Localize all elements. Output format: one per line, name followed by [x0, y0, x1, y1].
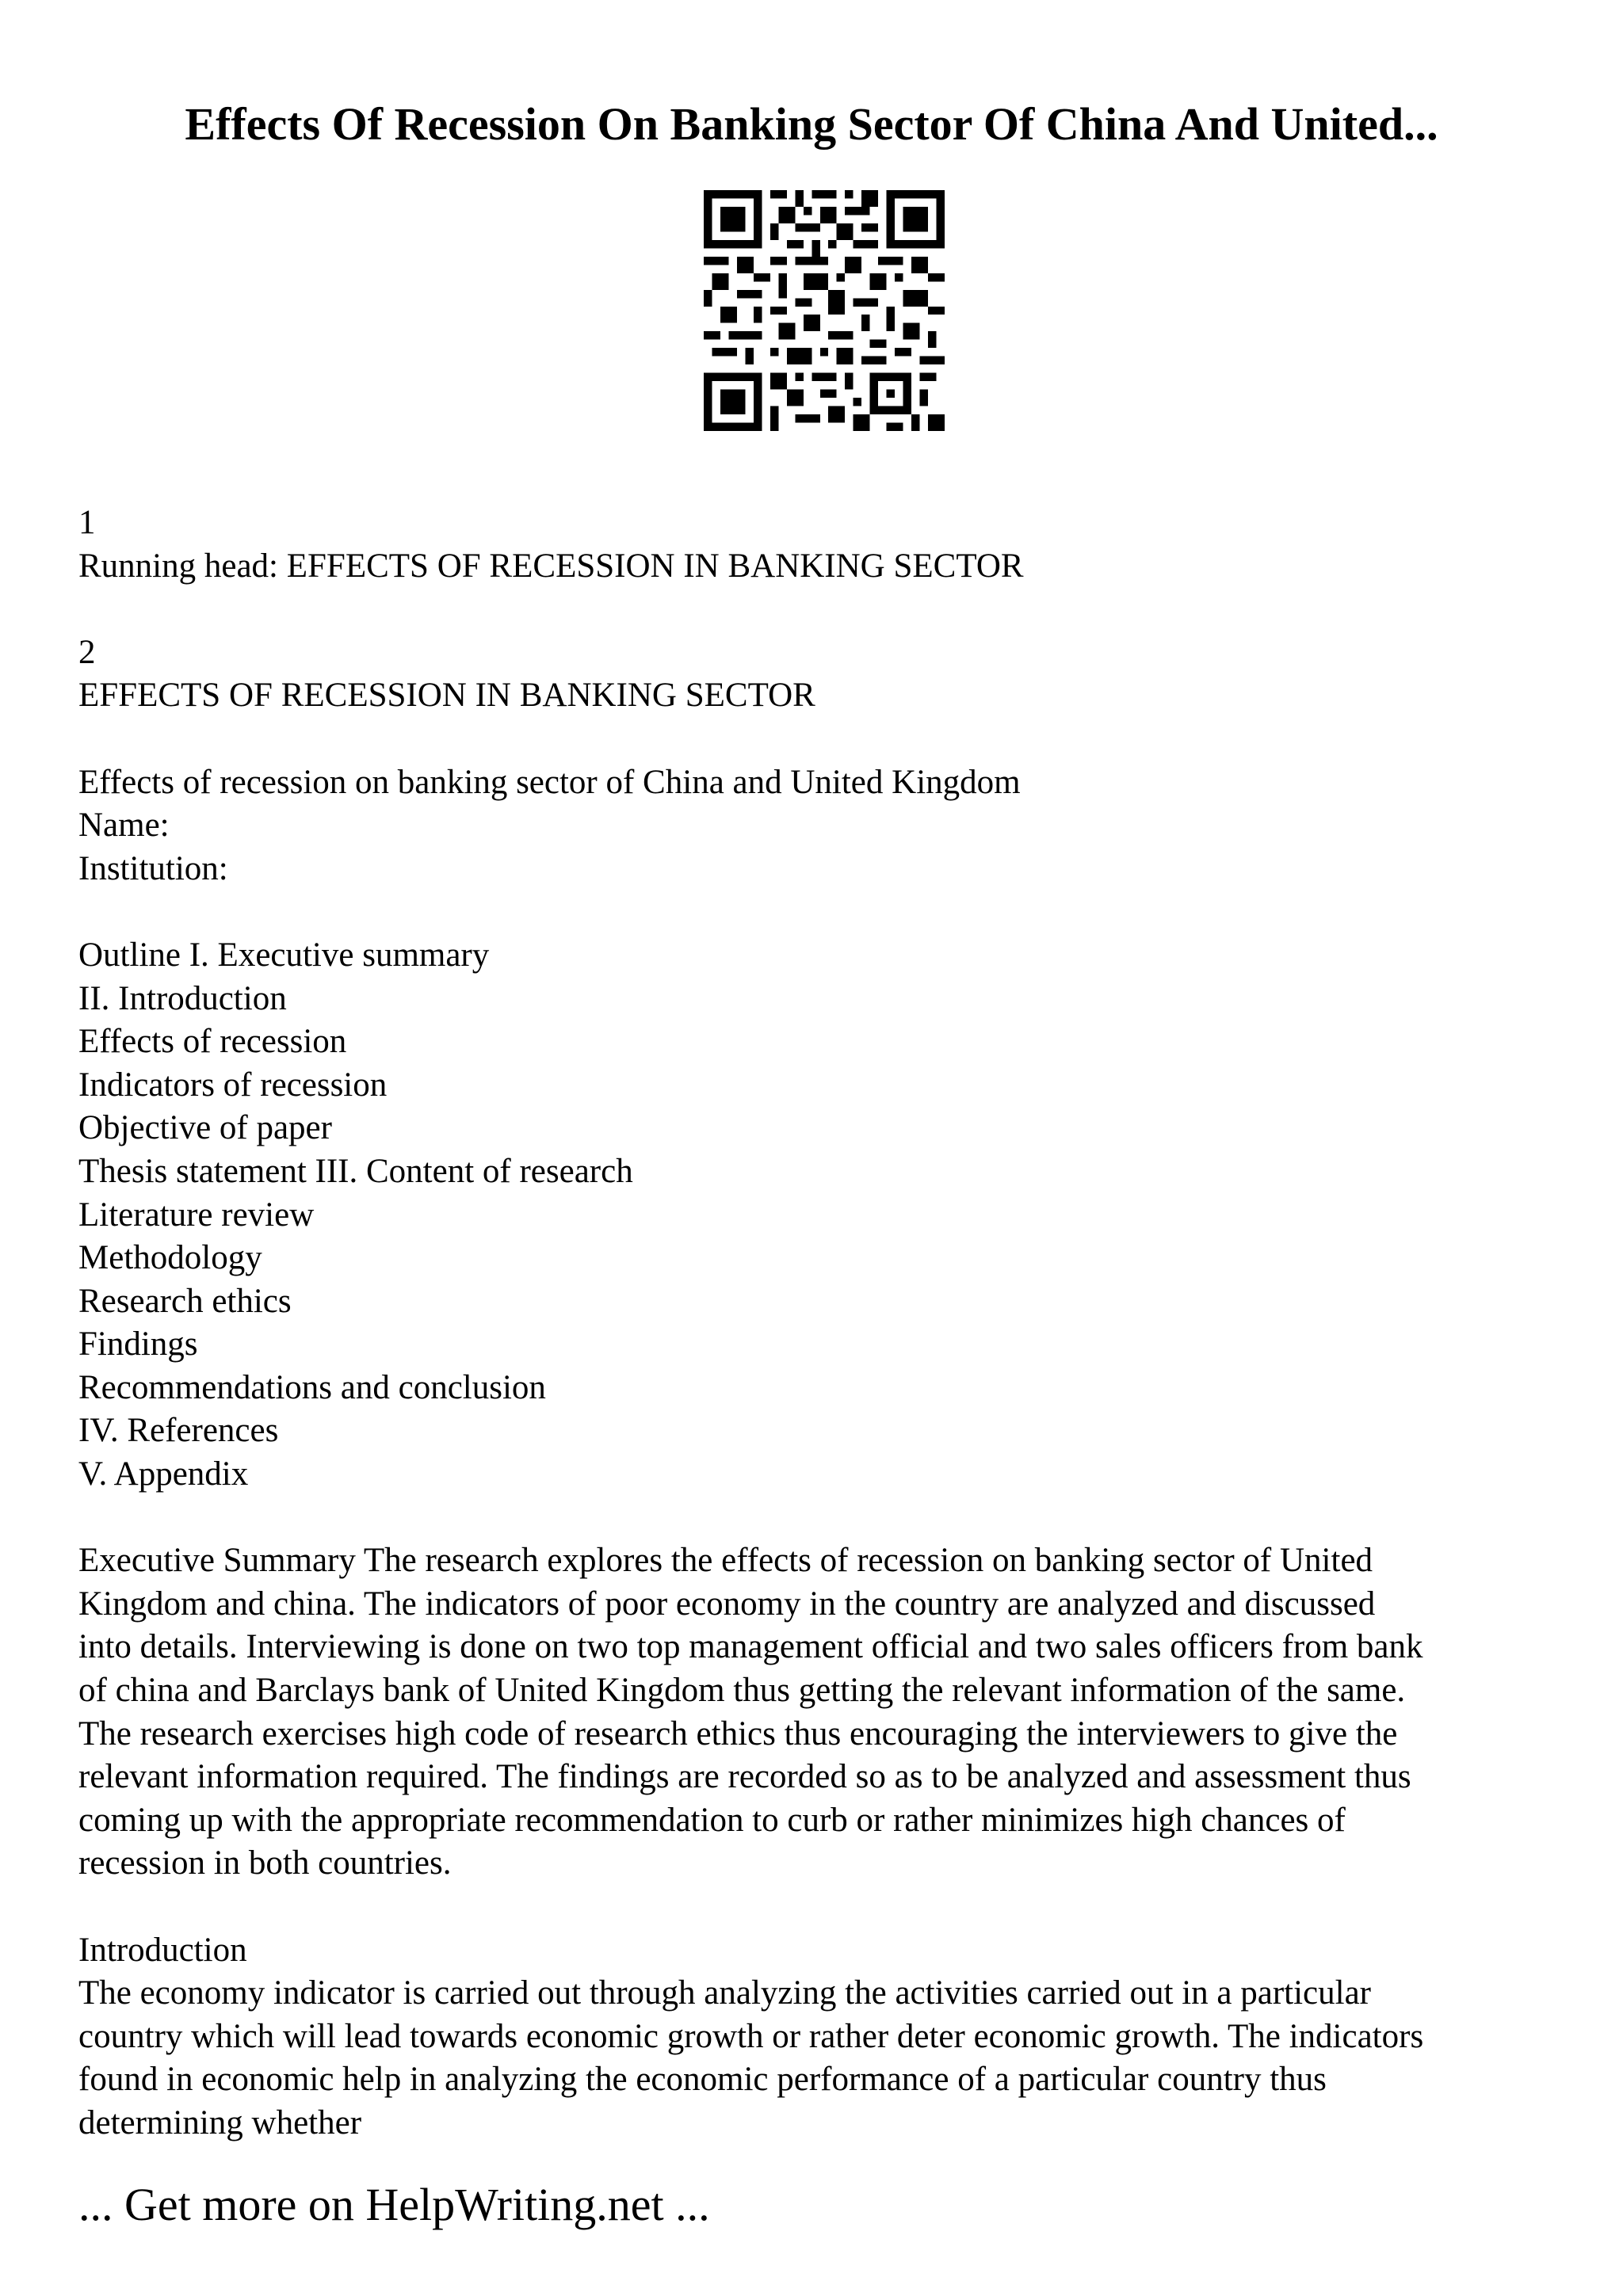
document-body	[78, 502, 1568, 2145]
running-head: Running head: EFFECTS OF RECESSION IN BANKING SECTOR	[78, 547, 1024, 585]
page-number: 2	[78, 633, 96, 671]
outline-item: Literature review	[78, 1196, 315, 1234]
outline-item: Objective of paper	[78, 1109, 332, 1147]
introduction-line: The economy indicator is carried out through analyzing the activities carried out in a particular	[78, 1974, 1371, 2012]
page-number: 1	[78, 504, 96, 541]
outline-item: Indicators of recession	[78, 1066, 388, 1104]
outline-item: Recommendations and conclusion	[78, 1368, 546, 1406]
executive-summary-line: of china and Barclays bank of United Kingdom thus getting the relevant information of the same.	[78, 1672, 1406, 1710]
outline-item: Research ethics	[78, 1282, 292, 1320]
introduction-line: determining whether	[78, 2103, 362, 2142]
introduction-line: found in economic help in analyzing the economic performance of a particular country thus	[78, 2061, 1327, 2099]
outline-item: Methodology	[78, 1239, 262, 1277]
outline-item: IV. References	[78, 1412, 279, 1450]
name-label: Name:	[78, 807, 170, 845]
executive-summary-line: coming up with the appropriate recommendation to curb or rather minimizes high chances of	[78, 1801, 1346, 1839]
outline-item: Findings	[78, 1325, 198, 1363]
executive-summary-line: Kingdom and china. The indicators of poor economy in the country are analyzed and discussed	[78, 1585, 1376, 1623]
institution-label: Institution:	[78, 849, 228, 887]
executive-summary-line: recession in both countries.	[78, 1844, 452, 1882]
outline-item: Thesis statement III. Content of research	[78, 1152, 633, 1190]
get-more-link[interactable]: ... Get more on HelpWriting.net ...	[78, 2179, 710, 2230]
outline-item: II. Introduction	[78, 979, 287, 1017]
page-header: EFFECTS OF RECESSION IN BANKING SECTOR	[78, 677, 815, 715]
introduction-heading: Introduction	[78, 1931, 247, 1969]
qr-code-icon	[704, 190, 945, 431]
qr-code-graphic	[704, 190, 945, 431]
document-title: Effects Of Recession On Banking Sector Of China And United...	[185, 98, 1438, 150]
executive-summary-line: into details. Interviewing is done on two top management official and two sales officers from bank	[78, 1628, 1423, 1666]
paper-title: Effects of recession on banking sector of China and United Kingdom	[78, 763, 1021, 801]
executive-summary-line: Executive Summary The research explores the effects of recession on banking sector of United	[78, 1542, 1373, 1580]
outline-item: Outline I. Executive summary	[78, 936, 490, 974]
executive-summary-line: relevant information required. The findings are recorded so as to be analyzed and assessment thus	[78, 1758, 1411, 1796]
executive-summary-line: The research exercises high code of research ethics thus encouraging the interviewers to give the	[78, 1714, 1398, 1753]
introduction-line: country which will lead towards economic growth or rather deter economic growth. The indicators	[78, 2017, 1424, 2055]
outline-item: Effects of recession	[78, 1023, 347, 1061]
outline-item: V. Appendix	[78, 1455, 249, 1493]
